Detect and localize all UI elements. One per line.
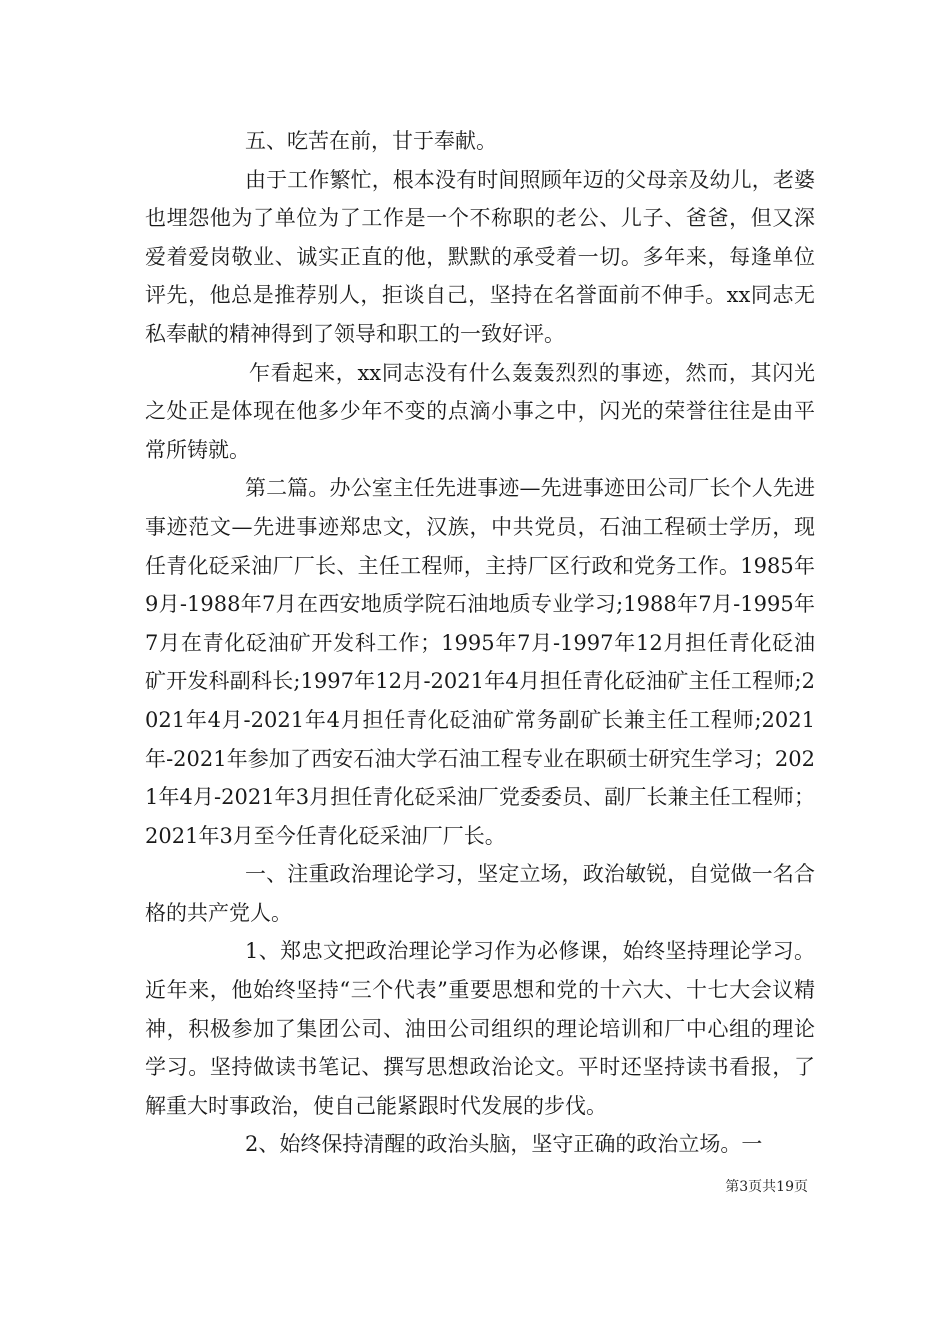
document-body — [145, 122, 815, 1164]
paragraph: 乍看起来，xx同志没有什么轰轰烈烈的事迹，然而，其闪光之处正是体现在他多少年不变的点滴小事之中，闪光的荣誉往往是由平常所铸就。 — [145, 360, 815, 462]
paragraph: 第二篇。办公室主任先进事迹—先进事迹田公司厂长个人先进事迹范文—先进事迹郑忠文，汉族，中共党员，石油工程硕士学历，现任青化砭采油厂厂长、主任工程师，主持厂区行政和党务工作。1985年9月-1988年7月在西安地质学院石油地质专业学习;1988年7月-1995年7月在青化砭油矿开发科工作；1995年7月-1997年12月担任青化砭油矿开发科副科长;1997年12月-2021年4月担任青化砭油矿主任工程师;2021年4月-2021年4月担任青化砭油矿常务副矿长兼主任工程师;2021年-2021年参加了西安石油大学石油工程专业在职硕士研究生学习；2021年4月-2021年3月担任青化砭采油厂党委委员、副厂长兼主任工程师；2021年3月至今任青化砭采油厂厂长。 — [145, 476, 815, 848]
paragraph: 1、郑忠文把政治理论学习作为必修课，始终坚持理论学习。近年来，他始终坚持“三个代表”重要思想和党的十六大、十七大会议精神，积极参加了集团公司、油田公司组织的理论培训和厂中心组的理论学习。坚持做读书笔记、撰写思想政治论文。平时还坚持读书看报，了解重大时事政治，使自己能紧跟时代发展的步伐。 — [145, 939, 815, 1118]
paragraph: 2、始终保持清醒的政治头脑，坚守正确的政治立场。一 — [245, 1132, 763, 1157]
page-number-footer: 第3页共19页 — [725, 1179, 808, 1195]
section-heading-five: 五、吃苦在前，甘于奉献。 — [245, 129, 497, 153]
paragraph: 由于工作繁忙，根本没有时间照顾年迈的父母亲及幼儿，老婆也埋怨他为了单位为了工作是一个不称职的老公、儿子、爸爸，但又深爱着爱岗敬业、诚实正直的他，默默的承受着一切。多年来，每逢单位评先，他总是推荐别人，拒谈自己，坚持在名誉面前不伸手。xx同志无私奉献的精神得到了领导和职工的一致好评。 — [145, 167, 815, 346]
section-heading-one: 一、注重政治理论学习，坚定立场，政治敏锐，自觉做一名合格的共产党人。 — [145, 862, 815, 925]
